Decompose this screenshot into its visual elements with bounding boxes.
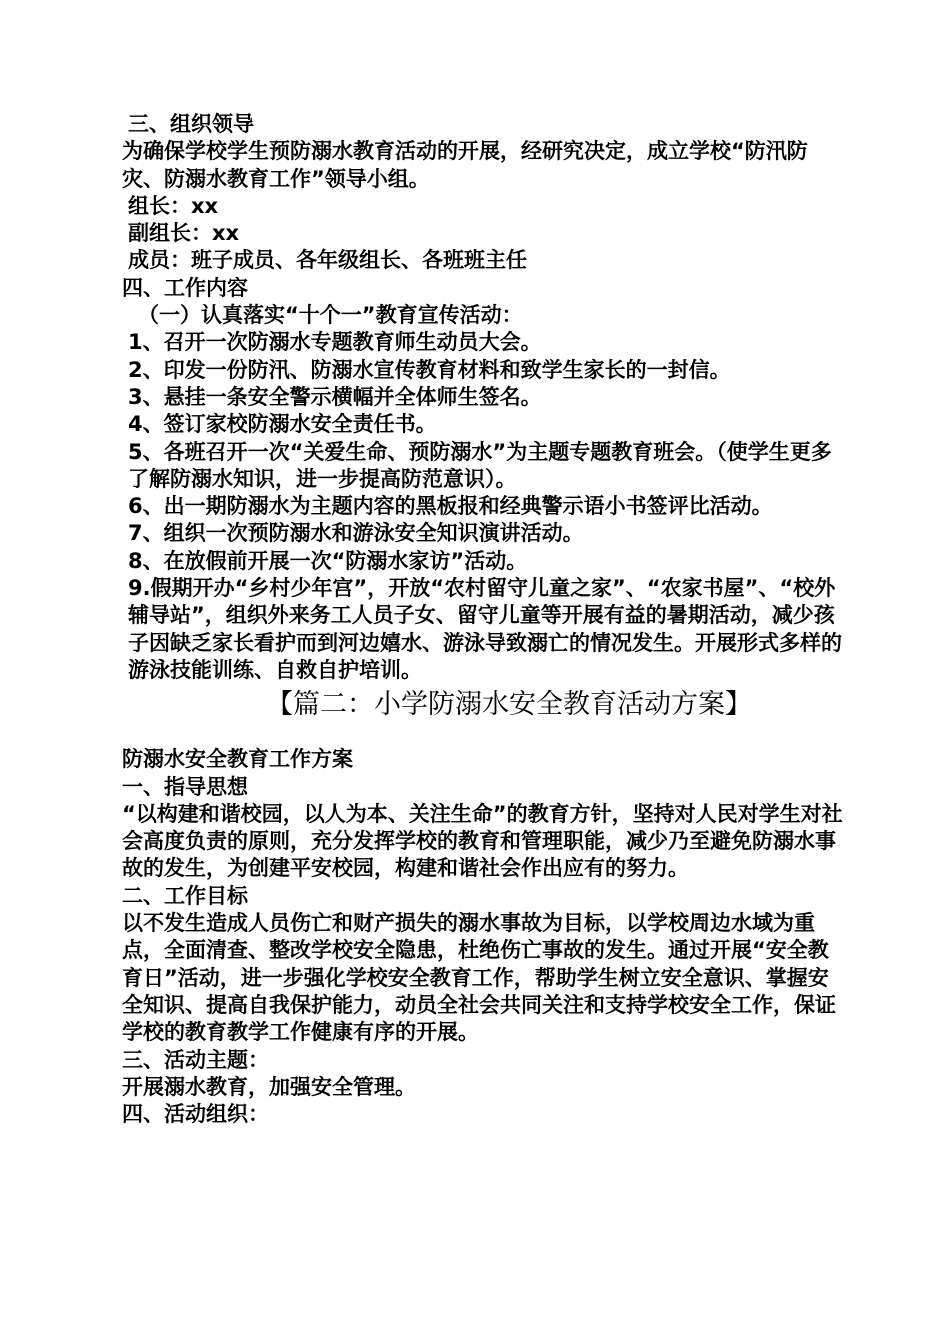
list-item: 5、各班召开一次“关爱生命、预防溺水”为主题专题教育班会。（使学生更多了解防溺水知识，进一步提高防范意识）。 (128, 439, 832, 491)
list-item: 4、签订家校防溺水安全责任书。 (128, 412, 437, 437)
paragraph-organization: 为确保学校学生预防溺水教育活动的开展，经研究决定，成立学校“防汛防灾、防溺水教育工作”领导小组。 (122, 139, 808, 191)
section-heading-work-content: 四、工作内容 (122, 275, 248, 300)
deputy-leader-line: 副组长：xx (128, 221, 240, 246)
paragraph-activity-theme: 开展溺水教育，加强安全管理。 (122, 1074, 416, 1099)
leader-line: 组长：xx (128, 193, 219, 218)
list-item: 3、悬挂一条安全警示横幅并全体师生签名。 (128, 384, 542, 409)
plan-title: 防溺水安全教育工作方案 (122, 747, 353, 772)
members-line: 成员：班子成员、各年级组长、各班班主任 (128, 248, 527, 273)
list-item: 8、在放假前开展一次“防溺水家访”活动。 (128, 548, 528, 573)
section-heading-activity-theme: 三、活动主题： (122, 1047, 269, 1072)
list-item: 7、组织一次预防溺水和游泳安全知识演讲活动。 (128, 521, 584, 546)
subsection-heading-ten-ones: （一）认真落实“十个一”教育宣传活动： (138, 303, 523, 328)
paragraph-work-goals: 以不发生造成人员伤亡和财产损失的溺水事故为目标，以学校周边水域为重点，全面清查、整改学校安全隐患，杜绝伤亡事故的发生。通过开展“安全教育日”活动，进一步强化学校安全教育工作，帮助学生树立安全意识、掌握安全知识、提高自我保护能力，动员全社会共同关注和支持学校安全工作，保证学校的教育教学工作健康有序的开展。 (122, 911, 836, 1045)
section-heading-organization: 三、组织领导 (128, 112, 254, 136)
part-two-title: 【篇二：小学防溺水安全教育活动方案】 (266, 689, 752, 721)
section-heading-guiding-ideology: 一、指导思想 (122, 774, 248, 799)
paragraph-guiding-ideology: “以构建和谐校园，以人为本、关注生命”的教育方针，坚持对人民对学生对社会高度负责的原则，充分发挥学校的教育和管理职能，减少乃至避免防溺水事故的发生，为创建平安校园，构建和谐社会作出应有的努力。 (122, 801, 843, 881)
list-item: 1、召开一次防溺水专题教育师生动员大会。 (128, 330, 542, 355)
document-page (114, 111, 844, 1128)
list-item: 9.假期开办“乡村少年宫”，开放“农村留守儿童之家”、“农家书屋”、“校外辅导站”，组织外来务工人员子女、留守儿童等开展有益的暑期活动，减少孩子因缺乏家长看护而到河边嬉水、游泳导致溺亡的情况发生。开展形式多样的游泳技能训练、自救自护培训。 (128, 576, 842, 682)
list-item: 6、出一期防溺水为主题内容的黑板报和经典警示语小书签评比活动。 (128, 494, 773, 519)
section-heading-activity-organization: 四、活动组织： (122, 1102, 269, 1127)
list-item: 2、印发一份防汛、防溺水宣传教育材料和致学生家长的一封信。 (128, 357, 731, 382)
section-heading-work-goals: 二、工作目标 (122, 883, 248, 908)
